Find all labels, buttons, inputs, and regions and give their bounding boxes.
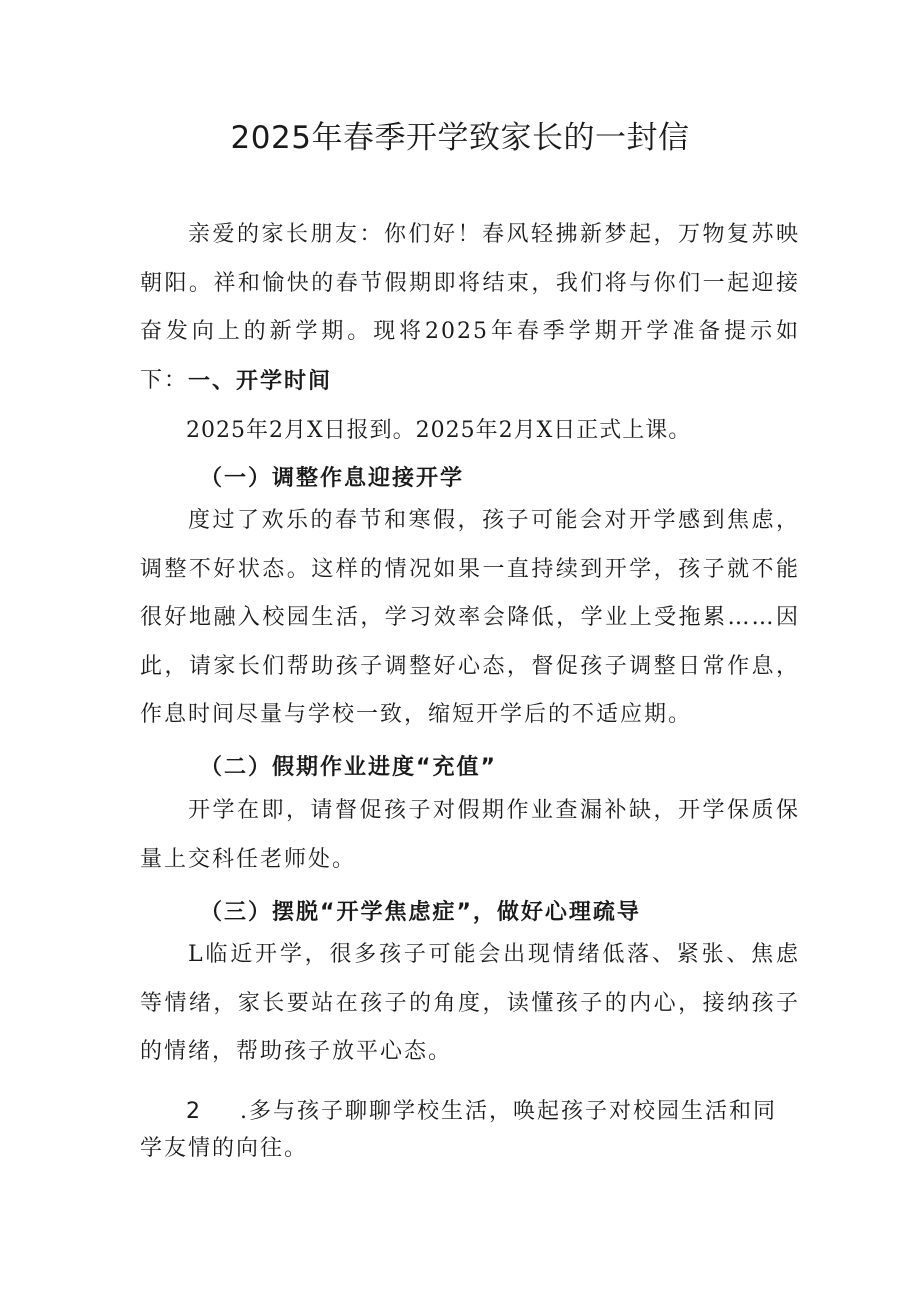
anxiety-paragraph: L临近开学，很多孩子可能会出现情绪低落、紧张、焦虑等情绪，家长要站在孩子的角度，读懂孩子的内心，接纳孩子的情绪，帮助孩子放平心态。 xyxy=(140,942,800,1064)
start-time-dates: 2025年2月X日报到。2025年2月X日正式上课。 xyxy=(186,418,692,443)
section-heading-start-time: 一、开学时间 xyxy=(188,369,333,394)
subheading-homework-progress: （二）假期作业进度“充值” xyxy=(200,755,497,780)
homework-progress-paragraph: 开学在即，请督促孩子对假期作业查漏补缺，开学保质保量上交科任老师处。 xyxy=(140,798,800,872)
list-item-number: 2 xyxy=(186,1099,202,1124)
letter-title: 2025年春季开学致家长的一封信 xyxy=(230,120,690,156)
list-item xyxy=(140,1093,800,1167)
adjust-schedule-paragraph: 度过了欢乐的春节和寒假，孩子可能会对开学感到焦虑，调整不好状态。这样的情况如果一直持续到开学，孩子就不能很好地融入校园生活，学习效率会降低，学业上受拖累……因此，请家长们帮助孩子调整好心态，督促孩子调整日常作息，作息时间尽量与学校一致，缩短开学后的不适应期。 xyxy=(140,508,800,727)
subheading-anxiety: （三）摆脱“开学焦虑症”，做好心理疏导 xyxy=(200,900,641,925)
subheading-adjust-schedule: （一）调整作息迎接开学 xyxy=(200,466,465,491)
intro-paragraph: 亲爱的家长朋友：你们好！春风轻拂新梦起，万物复苏映朝阳。祥和愉快的春节假期即将结束，我们将与你们一起迎接奋发向上的新学期。现将2025年春季学期开学准备提示如下： xyxy=(140,222,800,393)
list-item-text: .多与孩子聊聊学校生活，唤起孩子对校园生活和同学友情的向往。 xyxy=(140,1099,777,1161)
